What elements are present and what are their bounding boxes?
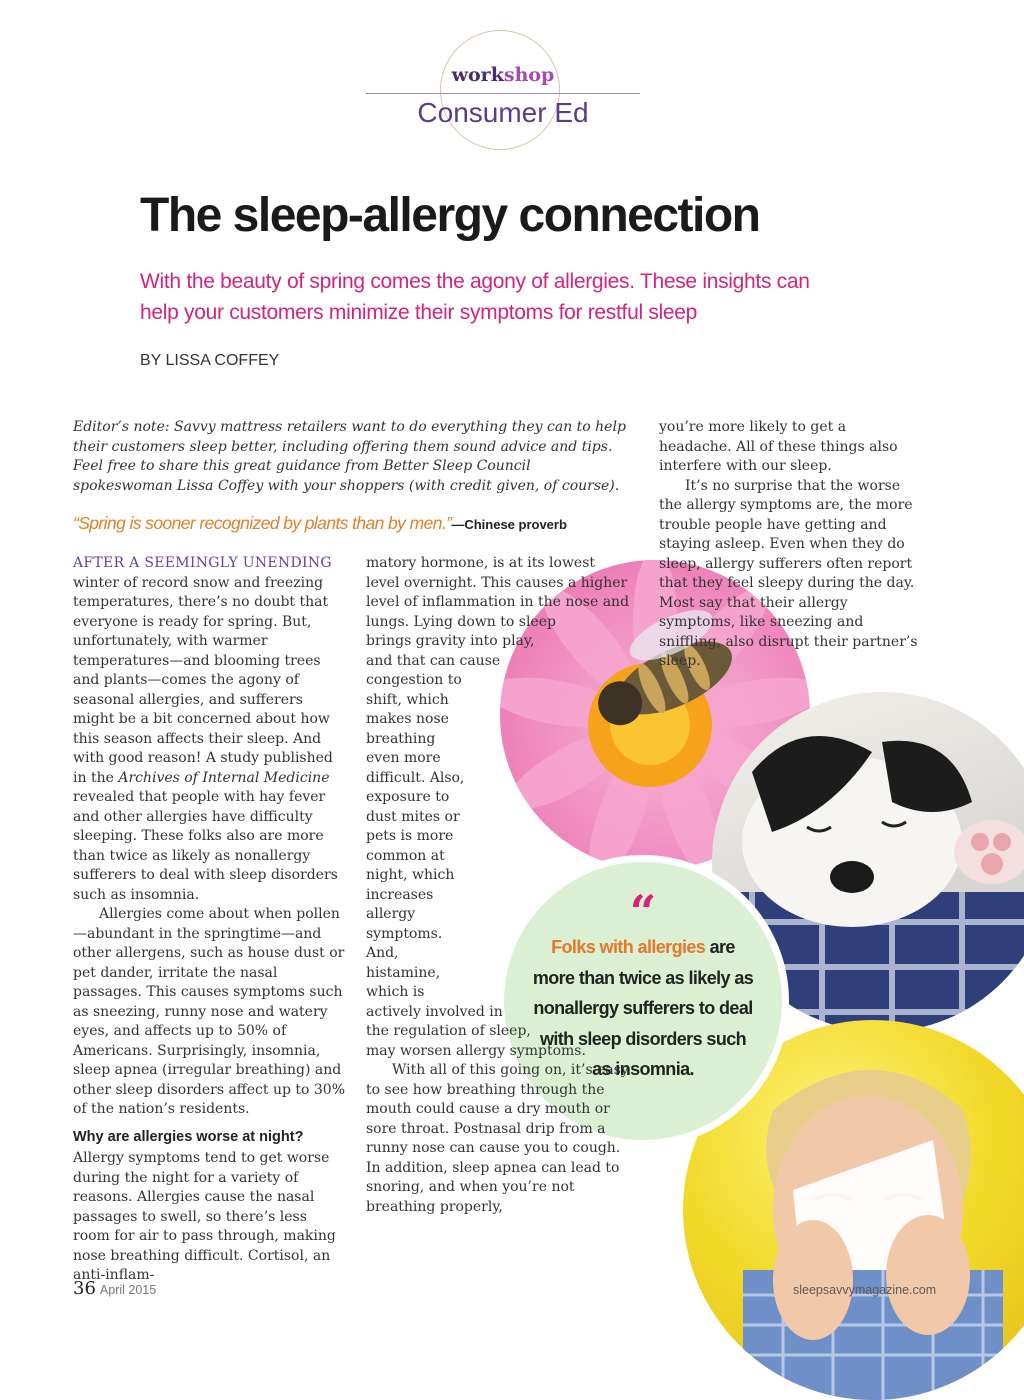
- header-rule: [366, 93, 640, 94]
- website-url: sleepsavvymagazine.com: [793, 1283, 937, 1297]
- pull-quote-text: are more than twice as likely as nonallergy sufferers to deal with sleep disorders such as insomnia.: [532, 937, 754, 1079]
- paragraph: Allergies come about when pollen—abundant in the springtime—and other allergens, such as house dust or pet dander, irritate the nasal passages. This causes symptoms such as sneezing, runny nose and watery eyes, and affects up to 50% of Americans. Surprisingly, insomnia, sleep apnea (irregular breathing) and other sleep disorders affect up to 30% of the nation’s residents.: [73, 906, 346, 1117]
- department-label: Consumer Ed: [417, 97, 589, 128]
- editors-note: Editor’s note: Savvy mattress retailers want to do everything they can to help their customers sleep better, including offering them sound advice and tips. Feel free to share this great guidance from Better Sleep Council spokeswoman Lissa Coffey with your shoppers (with credit given, of course).: [73, 419, 626, 494]
- paragraph: Allergy symptoms tend to get worse during the night for a variety of reasons. Allergies cause the nasal passages to swell, so there’s less room for air to pass through, making nose breathing difficult. Cortisol, an anti-inflam-: [73, 1150, 336, 1283]
- page-folio: [73, 1278, 156, 1299]
- page-number: 36: [73, 1278, 96, 1299]
- article-title: The sleep-allergy connection: [140, 189, 760, 242]
- section-label: workshop: [451, 64, 555, 86]
- header-circle-ornament: [440, 30, 560, 150]
- subhead: Why are allergies worse at night?: [73, 1128, 304, 1145]
- quote-mark-icon: “: [629, 885, 657, 939]
- issue-date: April 2015: [99, 1283, 157, 1297]
- lead-in: AFTER A SEEMINGLY UNENDING: [73, 555, 332, 571]
- article-column-2: [366, 554, 631, 1217]
- paragraph: matory hormone, is at its lowest level overnight. This causes a higher level of inflammation in the nose and lungs. Lying down to sleep brings gravity into play, and that can cause congestion to shift, which makes nose breathing even more difficult. Also, exposure to dust mites or pets is more common at night, which increases allergy symptoms. And, histamine, which is actively involved in the regulation of sleep, may worsen allergy symptoms.: [366, 555, 630, 1059]
- epigraph: [73, 513, 567, 534]
- epigraph-text: “Spring is sooner recognized by plants than by men.”: [73, 513, 452, 533]
- paragraph: It’s no surprise that the worse the allergy symptoms are, the more trouble people have getting and staying asleep. Even when they do sleep, allergy sufferers often report that they feel sleepy during the day. Most say that their allergy symptoms, like sneezing and sniffling, also disrupt their partner’s sleep.: [659, 477, 918, 669]
- article-column-1: AFTER A SEEMINGLY UNENDING winter of record snow and freezing temperatures, there’s no doubt that everyone is ready for spring. But, unfortunately, with warmer temperatures—and blooming trees and plants—comes the agony of seasonal allergies, and sufferers might be a bit concerned about how this season affects their sleep. And with good reason! A study published in the Archives of Internal Medicine revealed that people with hay fever and other allergies have difficulty sleeping. These folks also are more than twice as likely as nonallergy sufferers to deal with sleep disorders such as insomnia. Allergies come about when pollen—abundant in the springtime—and other allergens, such as house dust or pet dander, irritate the nasal passages. This causes symptoms such as sneezing, runny nose and watery eyes, and affects up to 50% of Americans. Surprisingly, insomnia, sleep apnea (irregular breathing) and other sleep disorders affect up to 30% of the nation’s residents. Why are allergies worse at night? Allergy symptoms tend to get worse during the night for a variety of reasons. Allergies cause the nasal passages to swell, so there’s less room for air to pass through, making nose breathing difficult. Cortisol, an anti-inflam-: [73, 554, 348, 1286]
- pull-quote-highlight: Folks with allergies: [551, 937, 706, 957]
- paragraph: you’re more likely to get a headache. All of these things also interfere with our sleep.: [659, 419, 898, 474]
- paragraph: With all of this going on, it’s easy to see how breathing through the mouth could cause a dry mouth or sore throat. Postnasal drip from a runny nose can cause you to cough. In addition, sleep apnea can lead to snoring, and when you’re not breathing properly,: [366, 1062, 629, 1215]
- byline: BY LISSA COFFEY: [140, 352, 280, 369]
- article-column-3: [659, 418, 919, 672]
- article-deck: With the beauty of spring comes the agony of allergies. These insights can help your customers minimize their symptoms for restful sleep: [140, 270, 810, 324]
- epigraph-attribution: —Chinese proverb: [451, 517, 567, 532]
